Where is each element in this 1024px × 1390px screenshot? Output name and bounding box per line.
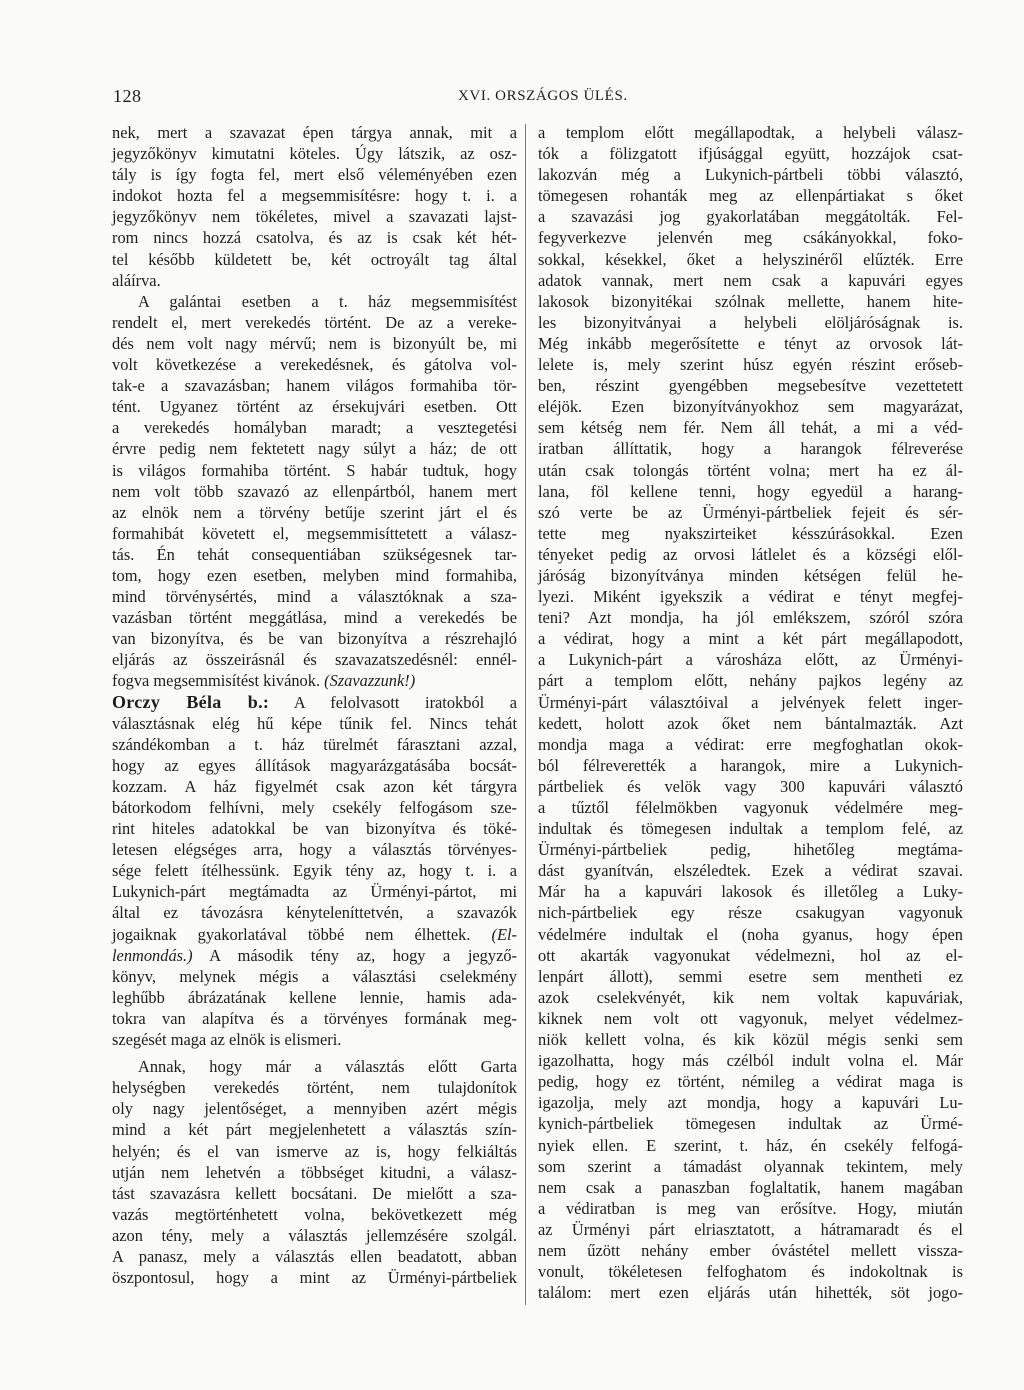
text-line — [538, 1029, 963, 1050]
line-text: tént. Ugyanez történt az érsekujvári esetben. Ott — [112, 397, 517, 417]
text-line — [112, 797, 517, 818]
line-text: iratban állíttatik, hogy a harangok félreverése — [538, 439, 963, 459]
text-line — [538, 1113, 963, 1134]
line-text: adatok vannak, mert nem csak a kapuvári egyes — [538, 270, 963, 290]
text-line — [112, 164, 517, 185]
line-text: ott akarták vagyonukat védelmezni, hol az el- — [538, 945, 963, 965]
text-line — [112, 755, 517, 776]
text-line — [112, 502, 517, 523]
text-line — [112, 333, 517, 354]
text-line — [538, 628, 963, 649]
text-line — [538, 1219, 963, 1240]
text-line — [538, 396, 963, 417]
text-line — [538, 881, 963, 902]
line-text: nek, mert a szavazat épen tárgya annak, mit a — [112, 123, 517, 142]
text-line — [112, 312, 517, 333]
text-line — [538, 713, 963, 734]
line-text: tás. Én tehát consequentiában szükségesnek tar- — [112, 544, 517, 564]
text-line — [112, 1225, 517, 1246]
line-text: rendelt el, mert verekedés történt. De az a vereke- — [112, 312, 517, 332]
text-line — [538, 270, 963, 291]
text-line — [112, 417, 517, 438]
text-line — [538, 1008, 963, 1029]
text-line — [538, 670, 963, 691]
line-text: nem csak a panaszban foglaltatik, hanem magában — [538, 1177, 963, 1197]
text-line — [112, 945, 517, 966]
line-text: pártbeliek és velök vagy 300 kapuvári választó — [538, 776, 963, 796]
text-line — [112, 1077, 517, 1098]
text-line — [112, 396, 517, 417]
line-text: igazolhatta, hogy más czélból indult volna el. Már — [538, 1051, 963, 1071]
line-text: Már ha a kapuvári lakosok és illetőleg a Luky- — [538, 882, 963, 902]
line-text: helységben verekedés történt, nem tulajdonítok — [112, 1078, 517, 1098]
text-line — [538, 776, 963, 797]
line-text: nem volt több szavazó az ellenpártból, hanem mert — [112, 481, 517, 501]
line-text: mondja maga a védirat: erre megfoghatlan okok- — [538, 734, 963, 754]
text-line — [538, 185, 963, 206]
line-text: vazásban történt meggátlása, mind a verekedés be — [112, 608, 517, 628]
text-line — [538, 417, 963, 438]
line-text: a tűztől félelmökben vagyonuk védelmére meg- — [538, 798, 963, 817]
line-text: könyv, melynek mégis a választási cselekmény — [112, 966, 517, 986]
line-text: A panasz, mely a választás ellen beadatott, abban — [112, 1246, 517, 1266]
line-text: som szerint a támadást olyannak tekintem, mely — [538, 1156, 963, 1176]
line-text: azon tény, mely a választás jellemzésére szolgál. — [112, 1225, 517, 1245]
line-text: érvre pedig nem fektetett nagy súlyt a ház; de ott — [112, 439, 517, 459]
text-line — [538, 544, 963, 565]
text-line — [112, 1183, 517, 1204]
line-text: Ürményi-pártbeliek pedig, hihetőleg megtáma- — [538, 840, 963, 860]
text-line — [112, 291, 517, 312]
text-line — [538, 692, 963, 713]
text-line — [538, 249, 963, 270]
text-line — [538, 797, 963, 818]
line-text: szó verte be az Ürményi-pártbeliek fejeit és sér- — [538, 502, 963, 522]
text-line — [112, 206, 517, 227]
text-line — [112, 143, 517, 164]
text-line — [112, 1056, 517, 1077]
text-line — [112, 1008, 517, 1029]
line-text: eléjök. Ezen bizonyítványokhoz sem magyarázat, — [538, 397, 963, 417]
text-line — [538, 649, 963, 670]
text-line — [538, 1261, 963, 1282]
text-line — [538, 438, 963, 459]
italic-text: (El- — [470, 924, 517, 944]
line-text: nich-pártbeliek egy része csakugyan vagyonuk — [538, 903, 963, 923]
text-line — [538, 565, 963, 586]
text-line — [112, 881, 517, 902]
text-line — [112, 1162, 517, 1183]
line-text: dés nem volt nagy mérvű; nem is bizonyúlt be, mi — [112, 333, 517, 353]
line-text: mind a két párt megjelenhetett a választás szín- — [112, 1120, 517, 1140]
text-line — [112, 481, 517, 502]
text-line — [112, 354, 517, 375]
line-text: helyén; és el van ismerve az is, hogy felkiáltás — [112, 1141, 517, 1161]
text-line — [112, 860, 517, 881]
line-text: a védirat, hogy a mint a két párt megállapodott, — [538, 629, 963, 649]
text-line — [538, 1156, 963, 1177]
line-text: leghűbb ábrázatának kellene lennie, hamis ada- — [112, 987, 517, 1007]
line-text: lelete is, mely szerint húsz egyén részint erőseb- — [538, 355, 963, 375]
line-text: kiknek nem volt ott vagyonuk, melyet védelmez- — [538, 1008, 963, 1028]
line-text: a szavazási jog gyakorlatában meggátolták. Fel- — [538, 207, 963, 227]
text-line — [538, 966, 963, 987]
line-text: letesen elégséges arra, hogy a választás törvényes- — [112, 840, 517, 860]
text-line — [112, 692, 517, 713]
text-line — [538, 291, 963, 312]
text-line — [538, 227, 963, 248]
text-line — [112, 628, 517, 649]
line-text: a verekedés homályban maradt; a vesztegetési — [112, 418, 517, 438]
text-line — [112, 734, 517, 755]
text-line — [112, 375, 517, 396]
line-text: tást szavazásra kellett bocsátani. De mielőtt a sza- — [112, 1183, 517, 1203]
line-text: a védiratban is meg van erősítve. Hogy, miután — [538, 1198, 963, 1218]
text-line — [538, 586, 963, 607]
page-header — [113, 86, 963, 116]
text-line — [538, 1282, 963, 1303]
text-line — [538, 312, 963, 333]
line-text: A galántai esetben a t. ház megsemmisítést — [138, 291, 517, 311]
line-text: ból félreverették a harangok, mire a Lukynich- — [538, 755, 963, 775]
line-text: kedett, holott azok őket nem bántalmazták. Azt — [538, 713, 963, 733]
text-line — [112, 227, 517, 248]
text-line — [538, 607, 963, 628]
text-line — [112, 1029, 517, 1050]
line-text: szegését maga az elnök is elismeri. — [112, 1030, 342, 1050]
line-text: ben, részint gyengébben megsebesítve vezettetett — [538, 376, 963, 396]
text-line — [538, 206, 963, 227]
text-line — [112, 523, 517, 544]
text-line — [538, 502, 963, 523]
text-line — [112, 776, 517, 797]
line-text: párt a templom előtt, nehány pajkos legény az — [538, 671, 963, 691]
line-text: dást gyanítván, elszéledtek. Ezek a védirat szavai. — [538, 861, 963, 881]
line-text: sége felett ítélhessünk. Egyik tény az, hogy t. i. a — [112, 861, 517, 881]
text-line — [112, 1119, 517, 1140]
text-line — [538, 924, 963, 945]
text-line — [112, 249, 517, 270]
text-line — [538, 1071, 963, 1092]
text-line — [112, 818, 517, 839]
line-text: pedig, hogy ez történt, némileg a védirat maga is — [538, 1072, 963, 1092]
text-line — [112, 1267, 517, 1288]
line-text: szándékomban a t. ház türelmét fárasztani azzal, — [112, 734, 517, 754]
line-text: igazolja, mely azt mondja, hogy a kapuvári Lu- — [538, 1093, 963, 1113]
text-line — [112, 438, 517, 459]
text-line — [538, 1177, 963, 1198]
page-number: 128 — [113, 86, 142, 106]
line-text: kozzam. A ház figyelmét csak azon két tárgyra — [112, 776, 517, 796]
text-line — [538, 818, 963, 839]
line-text: lyezi. Miként igyekszik a védirat e tényt megfej- — [538, 587, 963, 607]
text-line — [112, 839, 517, 860]
line-text: indokot hozta fel a megsemmisítésre: hogy t. i. a — [112, 186, 517, 206]
line-text: Lukynich-párt megtámadta az Ürményi-pártot, mi — [112, 882, 517, 902]
line-text: tokra van alapítva és a törvényes formának meg- — [112, 1008, 517, 1028]
text-line — [112, 544, 517, 565]
text-line — [538, 755, 963, 776]
line-text: les bizonyitványai a helybeli elöljáróságnak is. — [538, 312, 963, 332]
line-text: nyiek ellen. E szerint, t. ház, én csekély felfogá- — [538, 1135, 963, 1155]
line-text: az elnök nem a törvény betűje szerint járt el és — [112, 502, 517, 522]
line-text: a templom előtt megállapodtak, a helybeli válasz- — [538, 123, 963, 142]
running-head: XVI. ORSZÁGOS ÜLÉS. — [458, 88, 628, 104]
line-text: tényeket pedig az orvosi látlelet és a községi elől- — [538, 544, 963, 564]
text-line — [538, 523, 963, 544]
text-line — [112, 185, 517, 206]
line-text: lakosok bizonyitékai szólnak mellette, hanem hite- — [538, 291, 963, 311]
line-text: tömegesen rohanták meg az ellenpártiakat s őket — [538, 186, 963, 206]
line-text: rom nincs hozzá csatolva, és az is csak két hét- — [112, 228, 517, 248]
line-text: tette meg nyakszirteiket késszúrásokkal. Ezen — [538, 523, 963, 543]
left-column — [112, 122, 517, 1288]
line-text: találom: mert ezen eljárás után hihették, söt jogo- — [538, 1283, 963, 1303]
text-line — [538, 481, 963, 502]
line-text: jogaiknak gyakorlatával többé nem élhettek. — [112, 924, 471, 944]
line-text: lana, föl kellene tenni, hogy egyedül a harang- — [538, 481, 963, 501]
line-text: fegyverkezve jelenvén meg csákányokkal, foko- — [538, 228, 963, 248]
line-text: sokkal, késekkel, őket a helyszinéről elűzték. Erre — [538, 249, 963, 269]
text-line — [538, 1092, 963, 1113]
line-text: után csak tolongás történt volna; mert ha ez ál- — [538, 460, 963, 480]
line-text: tak-e a szavazásban; hanem világos formahiba tör- — [112, 376, 517, 396]
text-line — [112, 649, 517, 670]
line-text: Annak, hogy már a választás előtt Garta — [138, 1057, 517, 1077]
text-line — [112, 670, 517, 691]
text-line — [112, 460, 517, 481]
line-text: tel később küldetett be, két octroyált tag által — [112, 249, 517, 269]
line-text: van bizonyítva, és be van bizonyítva a részrehajló — [112, 629, 517, 649]
italic-text: lenmondás.) — [112, 945, 193, 965]
text-line — [538, 734, 963, 755]
text-line — [538, 1240, 963, 1261]
text-line — [538, 902, 963, 923]
text-line — [112, 586, 517, 607]
text-line — [112, 607, 517, 628]
line-text: az Ürményi párt elriasztatott, a hátramaradt és el — [538, 1219, 963, 1239]
line-text: tály is így fogta fel, mert első véleményében ezen — [112, 165, 517, 185]
line-text: niök kellett volna, és kik közül mégis senki sem — [538, 1030, 963, 1050]
line-text: sem kétség nem fér. Nem áll tehát, a mi a véd- — [538, 418, 963, 438]
text-line — [538, 460, 963, 481]
text-line — [538, 839, 963, 860]
line-text: rint hiteles adatokkal be van bizonyítva és töké- — [112, 819, 517, 839]
text-line — [112, 713, 517, 734]
line-text: tom, hogy ezen esetben, melyben mind formahiba, — [112, 565, 517, 585]
line-text: nem űzött nehány ember óvástétel mellett vissza- — [538, 1240, 963, 1260]
text-line — [112, 966, 517, 987]
line-text: kynich-pártbeliek tömegesen indultak az Ürmé- — [538, 1114, 963, 1134]
text-line — [538, 987, 963, 1008]
line-text: jegyzőkönyv kimutatni köteles. Úgy látszik, az osz- — [112, 144, 517, 164]
text-line — [112, 924, 517, 945]
line-text: is világos formahiba történt. S habár tudtuk, hogy — [112, 460, 517, 480]
right-column — [538, 122, 963, 1303]
line-text: választásnak elég hű képe tűnik fel. Nincs tehát — [112, 713, 517, 733]
text-line — [538, 122, 963, 143]
line-text: lenpárt állott), semmi esetre sem mentheti ez — [538, 966, 963, 986]
speaker-name: Orczy Béla b.: — [112, 691, 270, 712]
text-line — [538, 354, 963, 375]
line-text: öszpontosul, hogy a mint az Ürményi-pártbeliek — [112, 1268, 517, 1288]
text-line — [538, 945, 963, 966]
line-text: Még inkább megerősítette e tényt az orvosok lát- — [538, 333, 963, 353]
text-line — [112, 1098, 517, 1119]
line-text: aláírva. — [112, 270, 161, 290]
line-text: a Lukynich-párt a városháza előtt, az Ürményi- — [538, 650, 963, 670]
line-text: mind törvénysértés, mind a választóknak a sza- — [112, 587, 517, 607]
line-text: vonult, tökéletesen felfoghatom és indokoltnak is — [538, 1262, 963, 1282]
text-line — [538, 1050, 963, 1071]
line-text: fogva megsemmisítést kivánok. — [112, 671, 321, 691]
text-line — [112, 902, 517, 923]
line-text: eljárás az összeirásnál és szavazatszedésnél: ennél- — [112, 650, 517, 670]
column-divider — [525, 124, 526, 1305]
line-text: volt következése a verekedésnek, és gátolva vol- — [112, 355, 517, 375]
line-text: védelmére indultak el (noha gyanus, hogy épen — [538, 924, 963, 944]
line-text: vazás megtörténhetett volna, bekövetkezett még — [112, 1204, 517, 1224]
line-text: formahibát követett el, megsemmisíttetett a válasz- — [112, 523, 517, 543]
line-text: A második tény az, hogy a jegyző- — [192, 945, 517, 965]
text-line — [112, 122, 517, 143]
text-line — [112, 1246, 517, 1267]
text-line — [112, 1204, 517, 1225]
line-text: oly nagy jelentőséget, a mennyiben azért mégis — [112, 1099, 517, 1119]
text-line — [538, 375, 963, 396]
text-line — [538, 143, 963, 164]
line-text: bátorkodom felhívni, mely csekély felfogásom sze- — [112, 798, 517, 817]
text-line — [538, 1198, 963, 1219]
text-line — [538, 164, 963, 185]
text-line — [112, 565, 517, 586]
line-text: tók a fölizgatott ifjúsággal együtt, hozzájok csat- — [538, 144, 963, 164]
italic-text: (Szavazzunk!) — [320, 671, 416, 691]
line-text: A felolvasott iratokból a — [269, 692, 517, 712]
line-text: utján nem lehetvén a többséget kitudni, a válasz- — [112, 1162, 517, 1182]
text-line — [538, 333, 963, 354]
line-text: teni? Azt mondja, ha jól emlékszem, szóról szóra — [538, 608, 963, 628]
line-text: Ürményi-párt választóival a jelvények felett inger- — [538, 692, 963, 712]
line-text: által ez távozásra kényteleníttetvén, a szavazók — [112, 903, 517, 923]
line-text: indultak és tömegesen indultak a templom felé, az — [538, 819, 963, 839]
text-line — [112, 270, 517, 291]
line-text: jegyzőkönyv nem tökéletes, mivel a szavazati lajst- — [112, 207, 517, 227]
text-line — [112, 1141, 517, 1162]
text-line — [112, 987, 517, 1008]
line-text: járóság bizonyítványa minden kétségen felül he- — [538, 565, 963, 585]
line-text: lakozván még a Lukynich-pártbeli többi választó, — [538, 165, 963, 185]
text-line — [538, 860, 963, 881]
line-text: hogy az egyes állítások magyarázgatásába bocsát- — [112, 755, 517, 775]
text-line — [538, 1135, 963, 1156]
line-text: azok cselekvényét, kik nem voltak kapuváriak, — [538, 987, 963, 1007]
